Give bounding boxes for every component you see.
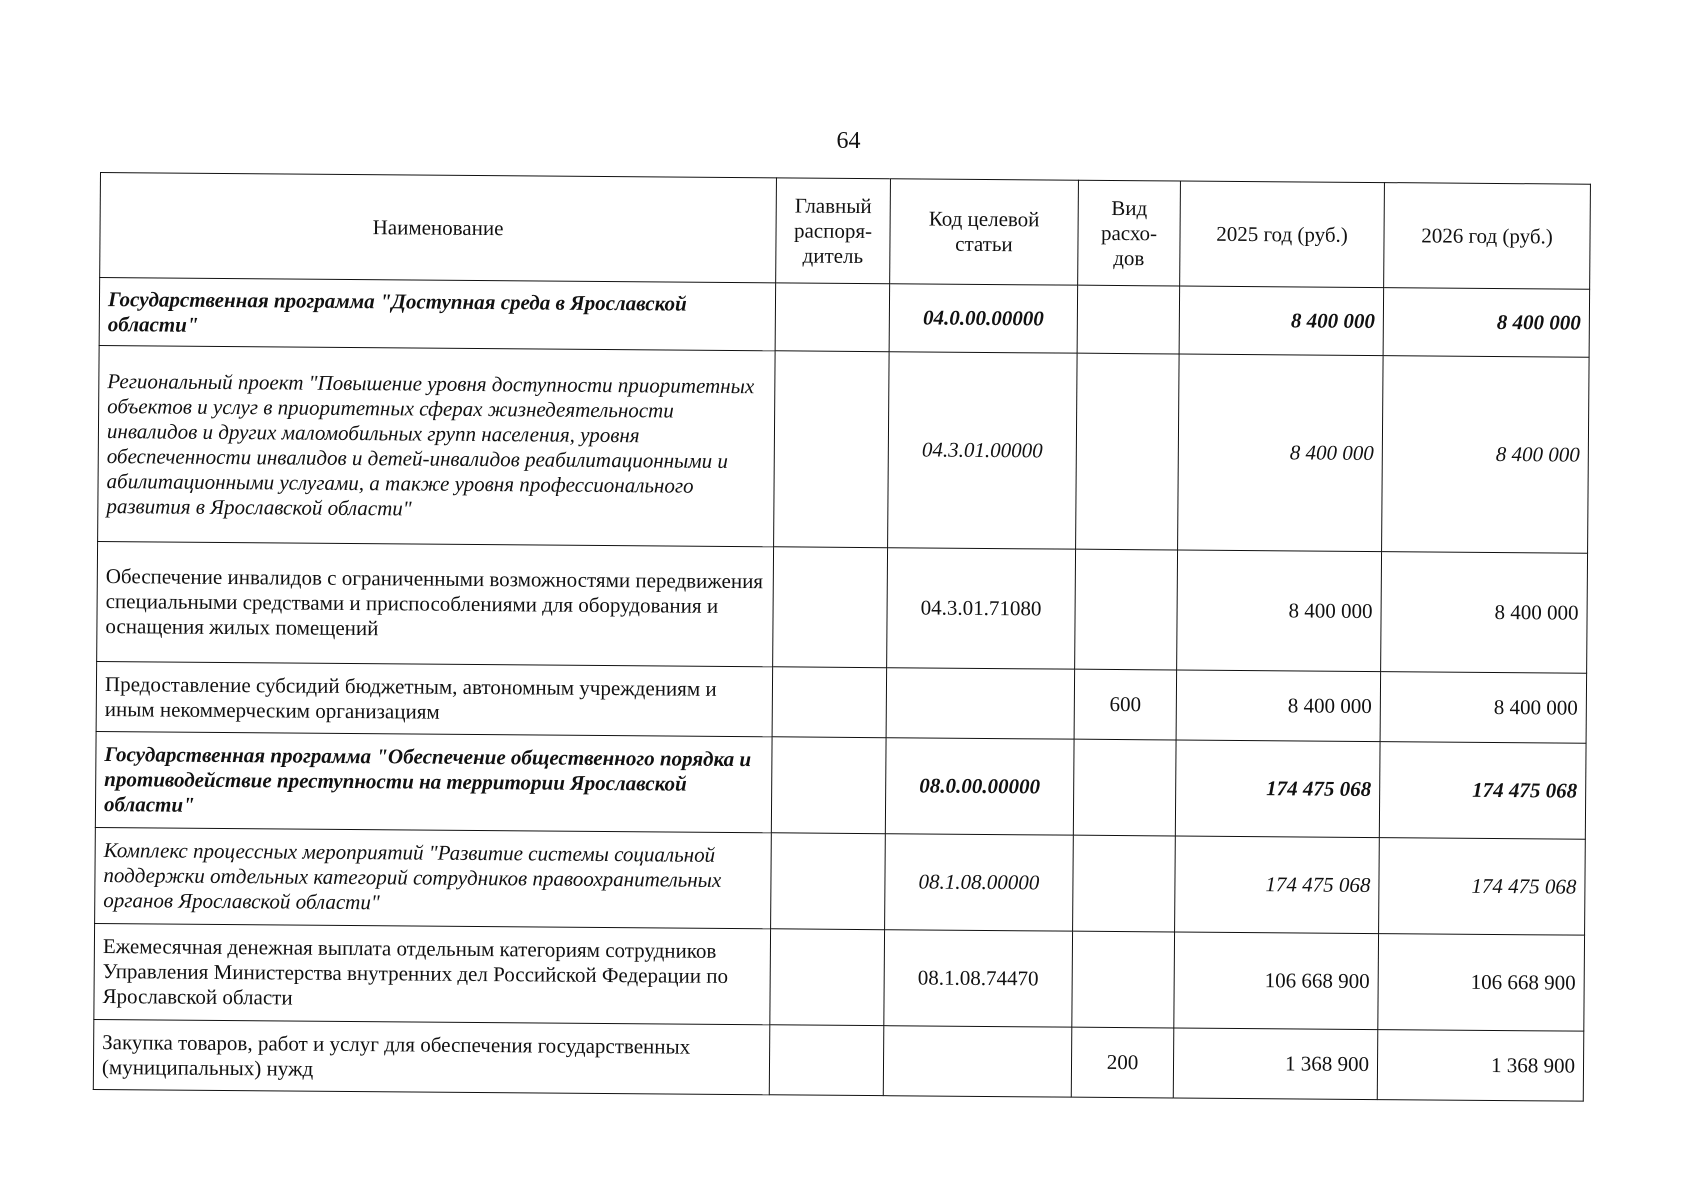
header-year-2026: 2026 год (руб.) xyxy=(1384,183,1591,290)
row-admin xyxy=(771,737,886,834)
row-amount-2026: 106 668 900 xyxy=(1378,934,1585,1032)
table-row xyxy=(95,827,1586,935)
row-amount-2025: 106 668 900 xyxy=(1174,932,1379,1030)
table-row xyxy=(99,278,1589,358)
row-amount-2025: 1 368 900 xyxy=(1173,1028,1378,1100)
row-admin xyxy=(769,1025,884,1096)
row-amount-2025: 8 400 000 xyxy=(1179,286,1384,356)
row-name: Ежемесячная денежная выплата отдельным категориям сотрудников Управления Министерства внутренних дел Российской Федерации по Ярославской области xyxy=(94,923,771,1024)
row-code xyxy=(883,1026,1072,1097)
row-code: 08.1.08.74470 xyxy=(884,930,1073,1027)
row-kind xyxy=(1073,739,1176,836)
row-code: 04.3.01.71080 xyxy=(887,548,1076,669)
table-row xyxy=(96,661,1587,743)
row-amount-2026: 174 475 068 xyxy=(1379,838,1586,936)
row-kind xyxy=(1076,353,1180,550)
row-amount-2026: 1 368 900 xyxy=(1377,1030,1584,1102)
table-row xyxy=(94,923,1585,1031)
row-name: Региональный проект "Повышение уровня доступности приоритетных объектов и услуг в приоритетных сферах жизнедеятельности инвалидов и других маломобильных групп населения, уровня обеспеченности инвалидов и детей-инвалидов реабилитационными и абилитационными услугами, а также уровня профессионального развития в Ярославской области" xyxy=(98,345,776,546)
row-admin xyxy=(774,351,890,548)
row-kind xyxy=(1077,285,1180,354)
row-name: Предоставление субсидий бюджетным, автономным учреждениям и иным некоммерческим организациям xyxy=(96,661,773,736)
header-kind: Вид расхо-дов xyxy=(1078,180,1181,286)
row-amount-2026: 174 475 068 xyxy=(1379,742,1586,840)
row-admin xyxy=(772,667,887,738)
row-amount-2026: 8 400 000 xyxy=(1383,288,1590,358)
row-kind xyxy=(1072,931,1175,1028)
row-admin xyxy=(773,547,888,668)
header-year-2025: 2025 год (руб.) xyxy=(1180,181,1385,288)
table-row xyxy=(97,541,1588,673)
row-amount-2026: 8 400 000 xyxy=(1380,672,1587,744)
row-admin xyxy=(771,833,886,930)
row-kind: 600 xyxy=(1074,669,1177,740)
header-admin: Главный распоря-дитель xyxy=(776,178,891,284)
row-code: 08.1.08.00000 xyxy=(885,834,1074,931)
table-row xyxy=(95,731,1586,839)
row-admin xyxy=(775,283,890,352)
row-name: Закупка товаров, работ и услуг для обеспечения государственных (муниципальных) нужд xyxy=(93,1019,770,1094)
row-kind: 200 xyxy=(1071,1027,1174,1098)
row-name: Государственная программа "Обеспечение общественного порядка и противодействие преступности на территории Ярославской области" xyxy=(95,731,772,832)
row-amount-2025: 8 400 000 xyxy=(1177,550,1382,672)
table-header-row xyxy=(100,173,1591,290)
row-amount-2025: 174 475 068 xyxy=(1175,836,1380,934)
header-code: Код целевой статьи xyxy=(890,179,1079,285)
row-name: Комплекс процессных мероприятий "Развитие системы социальной поддержки отдельных категорий сотрудников правоохранительных органов Ярославской области" xyxy=(95,827,772,928)
row-amount-2026: 8 400 000 xyxy=(1381,552,1588,674)
page-number: 64 xyxy=(836,128,861,154)
row-code: 08.0.00.00000 xyxy=(885,738,1074,835)
table-row xyxy=(98,345,1589,553)
row-name: Государственная программа "Доступная среда в Ярославской области" xyxy=(99,278,776,351)
row-amount-2025: 174 475 068 xyxy=(1175,740,1380,838)
row-kind xyxy=(1075,549,1178,670)
row-code: 04.3.01.00000 xyxy=(888,352,1078,549)
row-name: Обеспечение инвалидов с ограниченными возможностями передвижения специальными средствами и приспособлениями для оборудования и оснащения жилых помещений xyxy=(97,541,774,666)
row-admin xyxy=(770,929,885,1026)
row-code xyxy=(886,668,1075,739)
budget-table xyxy=(93,172,1591,1102)
row-amount-2025: 8 400 000 xyxy=(1176,670,1381,742)
row-kind xyxy=(1073,835,1176,932)
row-code: 04.0.00.00000 xyxy=(889,284,1078,353)
table-row xyxy=(93,1019,1584,1101)
header-name: Наименование xyxy=(100,173,777,283)
row-amount-2026: 8 400 000 xyxy=(1382,356,1590,554)
row-amount-2025: 8 400 000 xyxy=(1178,354,1384,552)
